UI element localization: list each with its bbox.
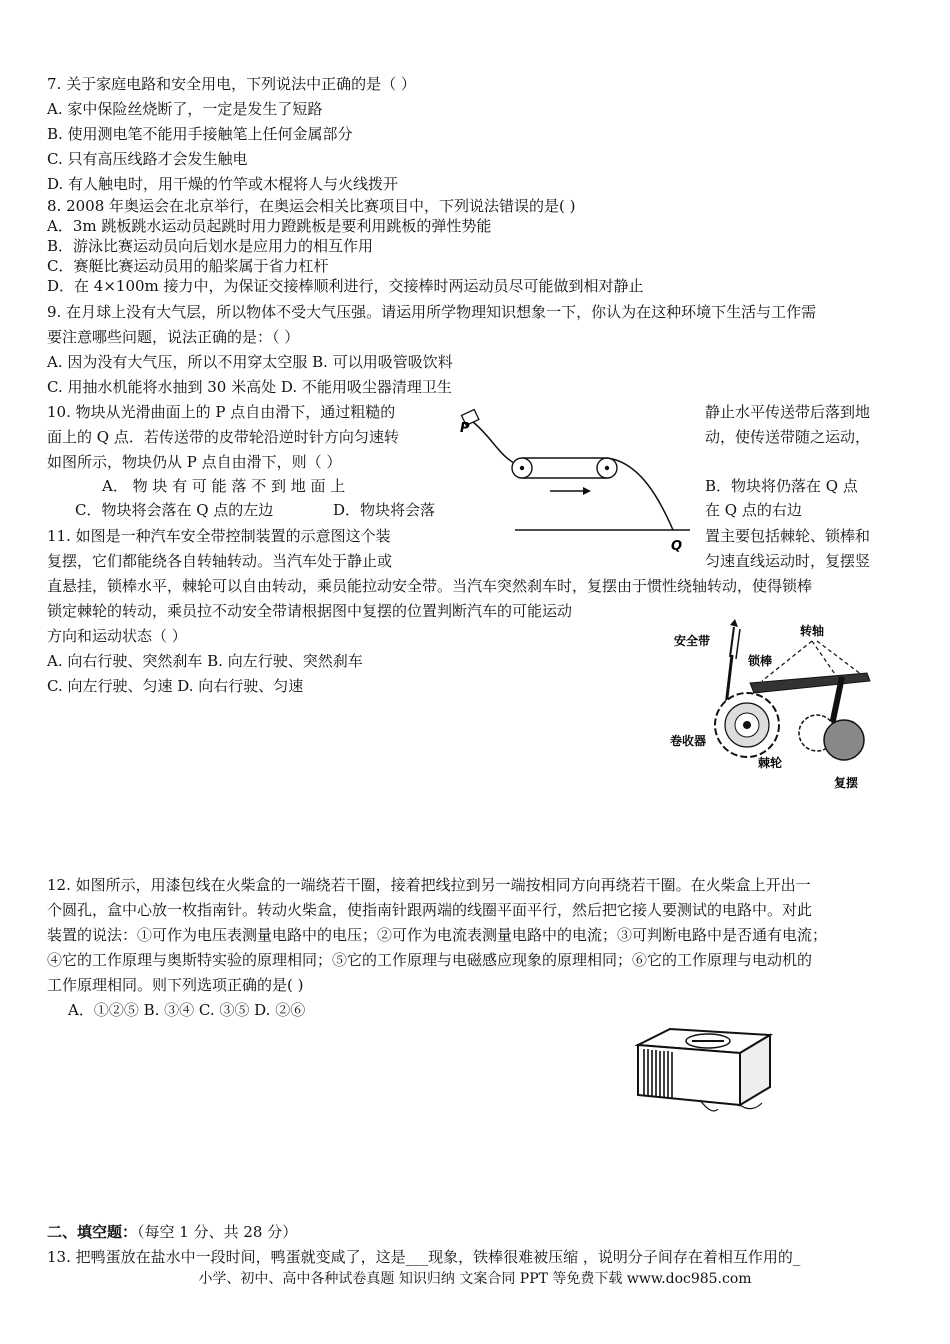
- page-footer: 小学、初中、高中各种试卷真题 知识归纳 文案合同 PPT 等免费下载 www.doc985.com: [198, 1271, 752, 1287]
- q7-option-d: D. 有人触电时，用干燥的竹竿或木棍将人与火线拨开: [47, 175, 399, 193]
- label-lockbar: 锁棒: [748, 654, 773, 668]
- q10-line-2b: 动，使传送带随之运动，: [705, 428, 871, 446]
- q12-options: A．①②⑤ B. ③④ C. ③⑤ D. ②⑥: [68, 1001, 306, 1019]
- q10-option-c: C．物块将会落在 Q 点的左边: [75, 501, 274, 519]
- q10-line-1b: 静止水平传送带后落到地: [705, 403, 871, 421]
- direction-arrow: [550, 487, 591, 495]
- q8-option-b: B．游泳比赛运动员向后划水是应用力的相互作用: [47, 237, 374, 255]
- q11-line-3: 直悬挂，锁棒水平，棘轮可以自由转动，乘员能拉动安全带。当汽车突然刹车时，复摆由于惯性绕轴转动，使得锁棒: [47, 577, 813, 595]
- ratchet-wheel: [715, 693, 779, 757]
- label-pendulum: 复摆: [834, 776, 859, 790]
- box-front: [638, 1045, 740, 1105]
- section-2-note: （每空 1 分、共 28 分）: [137, 1223, 298, 1241]
- q12-line-5: 工作原理相同。则下列选项正确的是( ): [47, 976, 304, 994]
- seatbelt-device-figure: [662, 615, 882, 795]
- q10-option-a: A． 物 块 有 可 能 落 不 到 地 面 上: [102, 477, 346, 495]
- q7-option-a: A. 家中保险丝烧断了，一定是发生了短路: [47, 100, 323, 118]
- belt-arrows: [730, 619, 740, 659]
- q7-stem: 7. 关于家庭电路和安全用电，下列说法中正确的是（ ）: [47, 75, 416, 93]
- q11-line-2a: 复摆，它们都能绕各自转轴转动。当汽车处于静止或: [47, 552, 393, 570]
- q11-options-cd: C. 向左行驶、匀速 D. 向右行驶、匀速: [47, 677, 304, 695]
- compound-pendulum: [799, 677, 864, 760]
- q7-option-c: C. 只有高压线路才会发生触电: [47, 150, 248, 168]
- label-p: P: [460, 421, 470, 436]
- q13-line-1: 13. 把鸭蛋放在盐水中一段时间，鸭蛋就变咸了，这是___现象，铁棒很难被压缩 ，说明分子间存在着相互作用的_: [47, 1248, 801, 1266]
- q9-options-cd: C. 用抽水机能将水抽到 30 米高处 D. 不能用吸尘器清理卫生: [47, 378, 452, 396]
- label-q: Q: [671, 539, 683, 554]
- q9-line-2: 要注意哪些问题，说法正确的是：（ ）: [47, 328, 300, 346]
- label-seatbelt: 安全带: [674, 634, 711, 648]
- q7-option-b: B. 使用测电笔不能用手接触笔上任何金属部分: [47, 125, 353, 143]
- belt: [512, 458, 617, 478]
- q11-line-2b: 匀速直线运动时，复摆竖: [705, 552, 871, 570]
- q10-line-3: 如图所示，物块仍从 P 点自由滑下，则（ ）: [47, 453, 342, 471]
- q8-option-d: D．在 4×100m 接力中，为保证交接棒顺利进行，交接棒时两运动员尽可能做到相对静止: [47, 277, 644, 295]
- q11-line-4: 锁定棘轮的转动，乘员拉不动安全带请根据图中复摆的位置判断汽车的可能运动: [47, 602, 573, 620]
- q10-option-b: B．物块将仍落在 Q 点: [705, 477, 858, 495]
- q10-line-2a: 面上的 Q 点．若传送带的皮带轮沿逆时针方向匀速转: [47, 428, 399, 446]
- section-2-title: 二、填空题：: [47, 1223, 138, 1241]
- q9-options-ab: A. 因为没有大气压，所以不用穿太空服 B. 可以用吸管吸饮料: [47, 353, 453, 371]
- q8-stem: 8. 2008 年奥运会在北京举行，在奥运会相关比赛项目中，下列说法错误的是( ): [47, 197, 576, 215]
- q10-option-d-part1: D．物块将会落: [333, 501, 436, 519]
- section-2-heading: [47, 1222, 297, 1242]
- q11-line-1b: 置主要包括棘轮、锁棒和: [705, 527, 871, 545]
- label-axis: 转轴: [800, 624, 825, 638]
- conveyor-belt-figure: [455, 400, 695, 560]
- q11-line-5: 方向和运动状态（ ）: [47, 627, 187, 645]
- q8-option-a: A．3m 跳板跳水运动员起跳时用力蹬跳板是要利用跳板的弹性势能: [47, 217, 492, 235]
- q12-line-3: 装置的说法：①可作为电压表测量电路中的电压；②可作为电流表测量电路中的电流；③可判断电路中是否通有电流；: [47, 926, 828, 944]
- q10-option-d-part2: 在 Q 点的右边: [705, 501, 802, 519]
- q8-option-c: C．赛艇比赛运动员用的船桨属于省力杠杆: [47, 257, 329, 275]
- q12-line-2: 个圆孔，盒中心放一枚指南针。转动火柴盒，使指南针跟两端的线圈平面平行，然后把它接人要测试的电路中。对此: [47, 901, 813, 919]
- q10-line-1a: 10. 物块从光滑曲面上的 P 点自由滑下，通过粗糙的: [47, 403, 396, 421]
- label-retractor: 卷收器: [670, 734, 707, 748]
- q12-line-1: 12. 如图所示，用漆包线在火柴盒的一端绕若干圈，接着把线拉到另一端按相同方向再绕若干圈。在火柴盒上开出一: [47, 876, 811, 894]
- q9-line-1: 9. 在月球上没有大气层，所以物体不受大气压强。请运用所学物理知识想象一下，你认为在这种环境下生活与工作需: [47, 303, 817, 321]
- curved-slope: [462, 410, 525, 468]
- q12-line-4: ④它的工作原理与奥斯特实验的原理相同；⑤它的工作原理与电磁感应现象的原理相同；⑥它的工作原理与电动机的: [47, 951, 813, 969]
- matchbox-compass-figure: [630, 1025, 780, 1115]
- label-ratchet: 棘轮: [758, 756, 783, 770]
- q11-options-ab: A. 向右行驶、突然刹车 B. 向左行驶、突然刹车: [47, 652, 363, 670]
- q11-line-1a: 11. 如图是一种汽车安全带控制装置的示意图这个装: [47, 527, 391, 545]
